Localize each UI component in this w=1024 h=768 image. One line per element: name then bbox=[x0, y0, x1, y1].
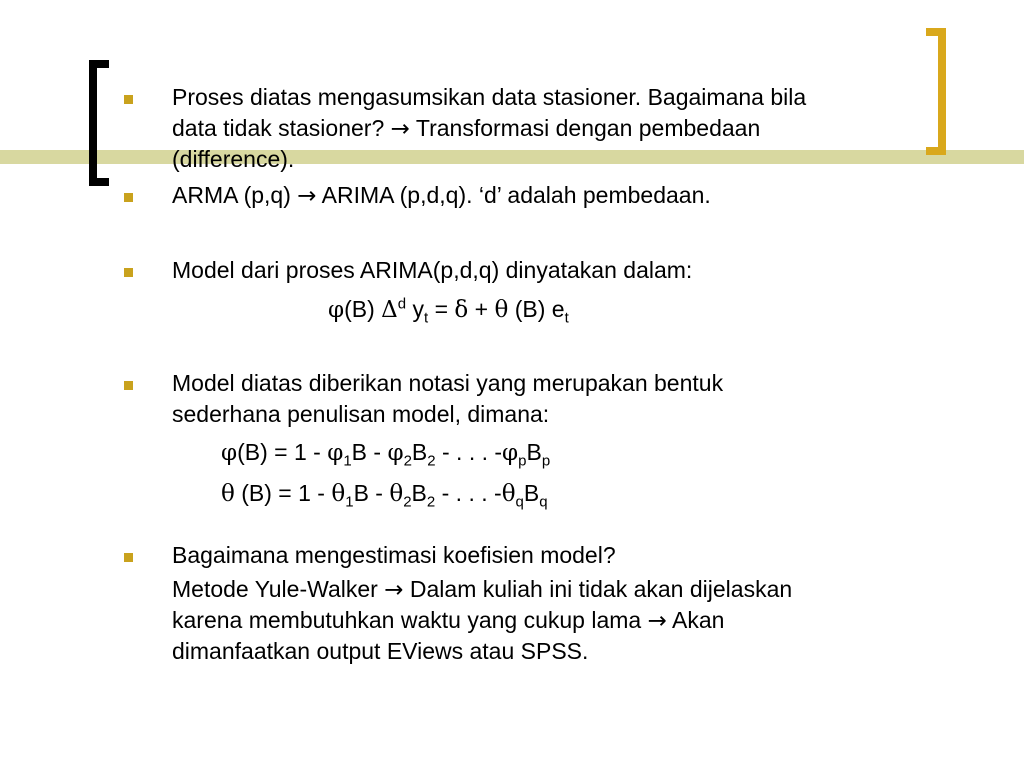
right-bracket-decoration bbox=[926, 28, 946, 155]
bullet-1-line-3: (difference). bbox=[172, 146, 295, 172]
bullet-marker bbox=[124, 381, 133, 390]
bullet-1-line-1: Proses diatas mengasumsikan data stasioner. Bagaimana bila bbox=[172, 84, 807, 110]
method-line-3: dimanfaatkan output EViews atau SPSS. bbox=[172, 638, 589, 664]
bullet-5-line: Bagaimana mengestimasi koefisien model? bbox=[172, 542, 616, 568]
method-line-1: Metode Yule-Walker → Dalam kuliah ini tidak akan dijelaskan bbox=[172, 576, 793, 603]
method-line-2: karena membutuhkan waktu yang cukup lama → Akan bbox=[172, 607, 725, 634]
bullet-2-line: ARMA (p,q) → ARIMA (p,d,q). ‘d’ adalah pembedaan. bbox=[172, 182, 711, 209]
phi-polynomial: $\varphi(B) = 1 - \varphi_1B - \varphi_2B_2$ - . . . $-\varphi_pB_p$ bbox=[221, 439, 551, 470]
bullet-4-line-2: sederhana penulisan model, dimana: bbox=[172, 401, 550, 427]
arrow-right-icon: → bbox=[390, 116, 410, 142]
arrow-right-icon: → bbox=[297, 183, 317, 209]
bullet-marker bbox=[124, 553, 133, 562]
left-bracket-decoration bbox=[89, 60, 109, 186]
bullet-marker bbox=[124, 95, 133, 104]
theta-polynomial: θ $(B) = 1 - \theta_1B - \theta_2B_2$ - . . . $-\theta_qB_q$ bbox=[221, 480, 548, 511]
bullet-marker bbox=[124, 268, 133, 277]
bullet-1-line-2: data tidak stasioner? → Transformasi dengan pembedaan bbox=[172, 115, 761, 142]
arrow-right-icon: → bbox=[647, 608, 667, 634]
arima-equation: φ(B) $\Delta^d$ $y_t = \delta + \theta$ (B) $e_t$ bbox=[328, 295, 569, 327]
bullet-4-line-1: Model diatas diberikan notasi yang merupakan bentuk bbox=[172, 370, 724, 396]
arrow-right-icon: → bbox=[384, 577, 404, 603]
bullet-3-line: Model dari proses ARIMA(p,d,q) dinyatakan dalam: bbox=[172, 257, 693, 283]
bullet-marker bbox=[124, 193, 133, 202]
accent-bar bbox=[0, 150, 1024, 164]
